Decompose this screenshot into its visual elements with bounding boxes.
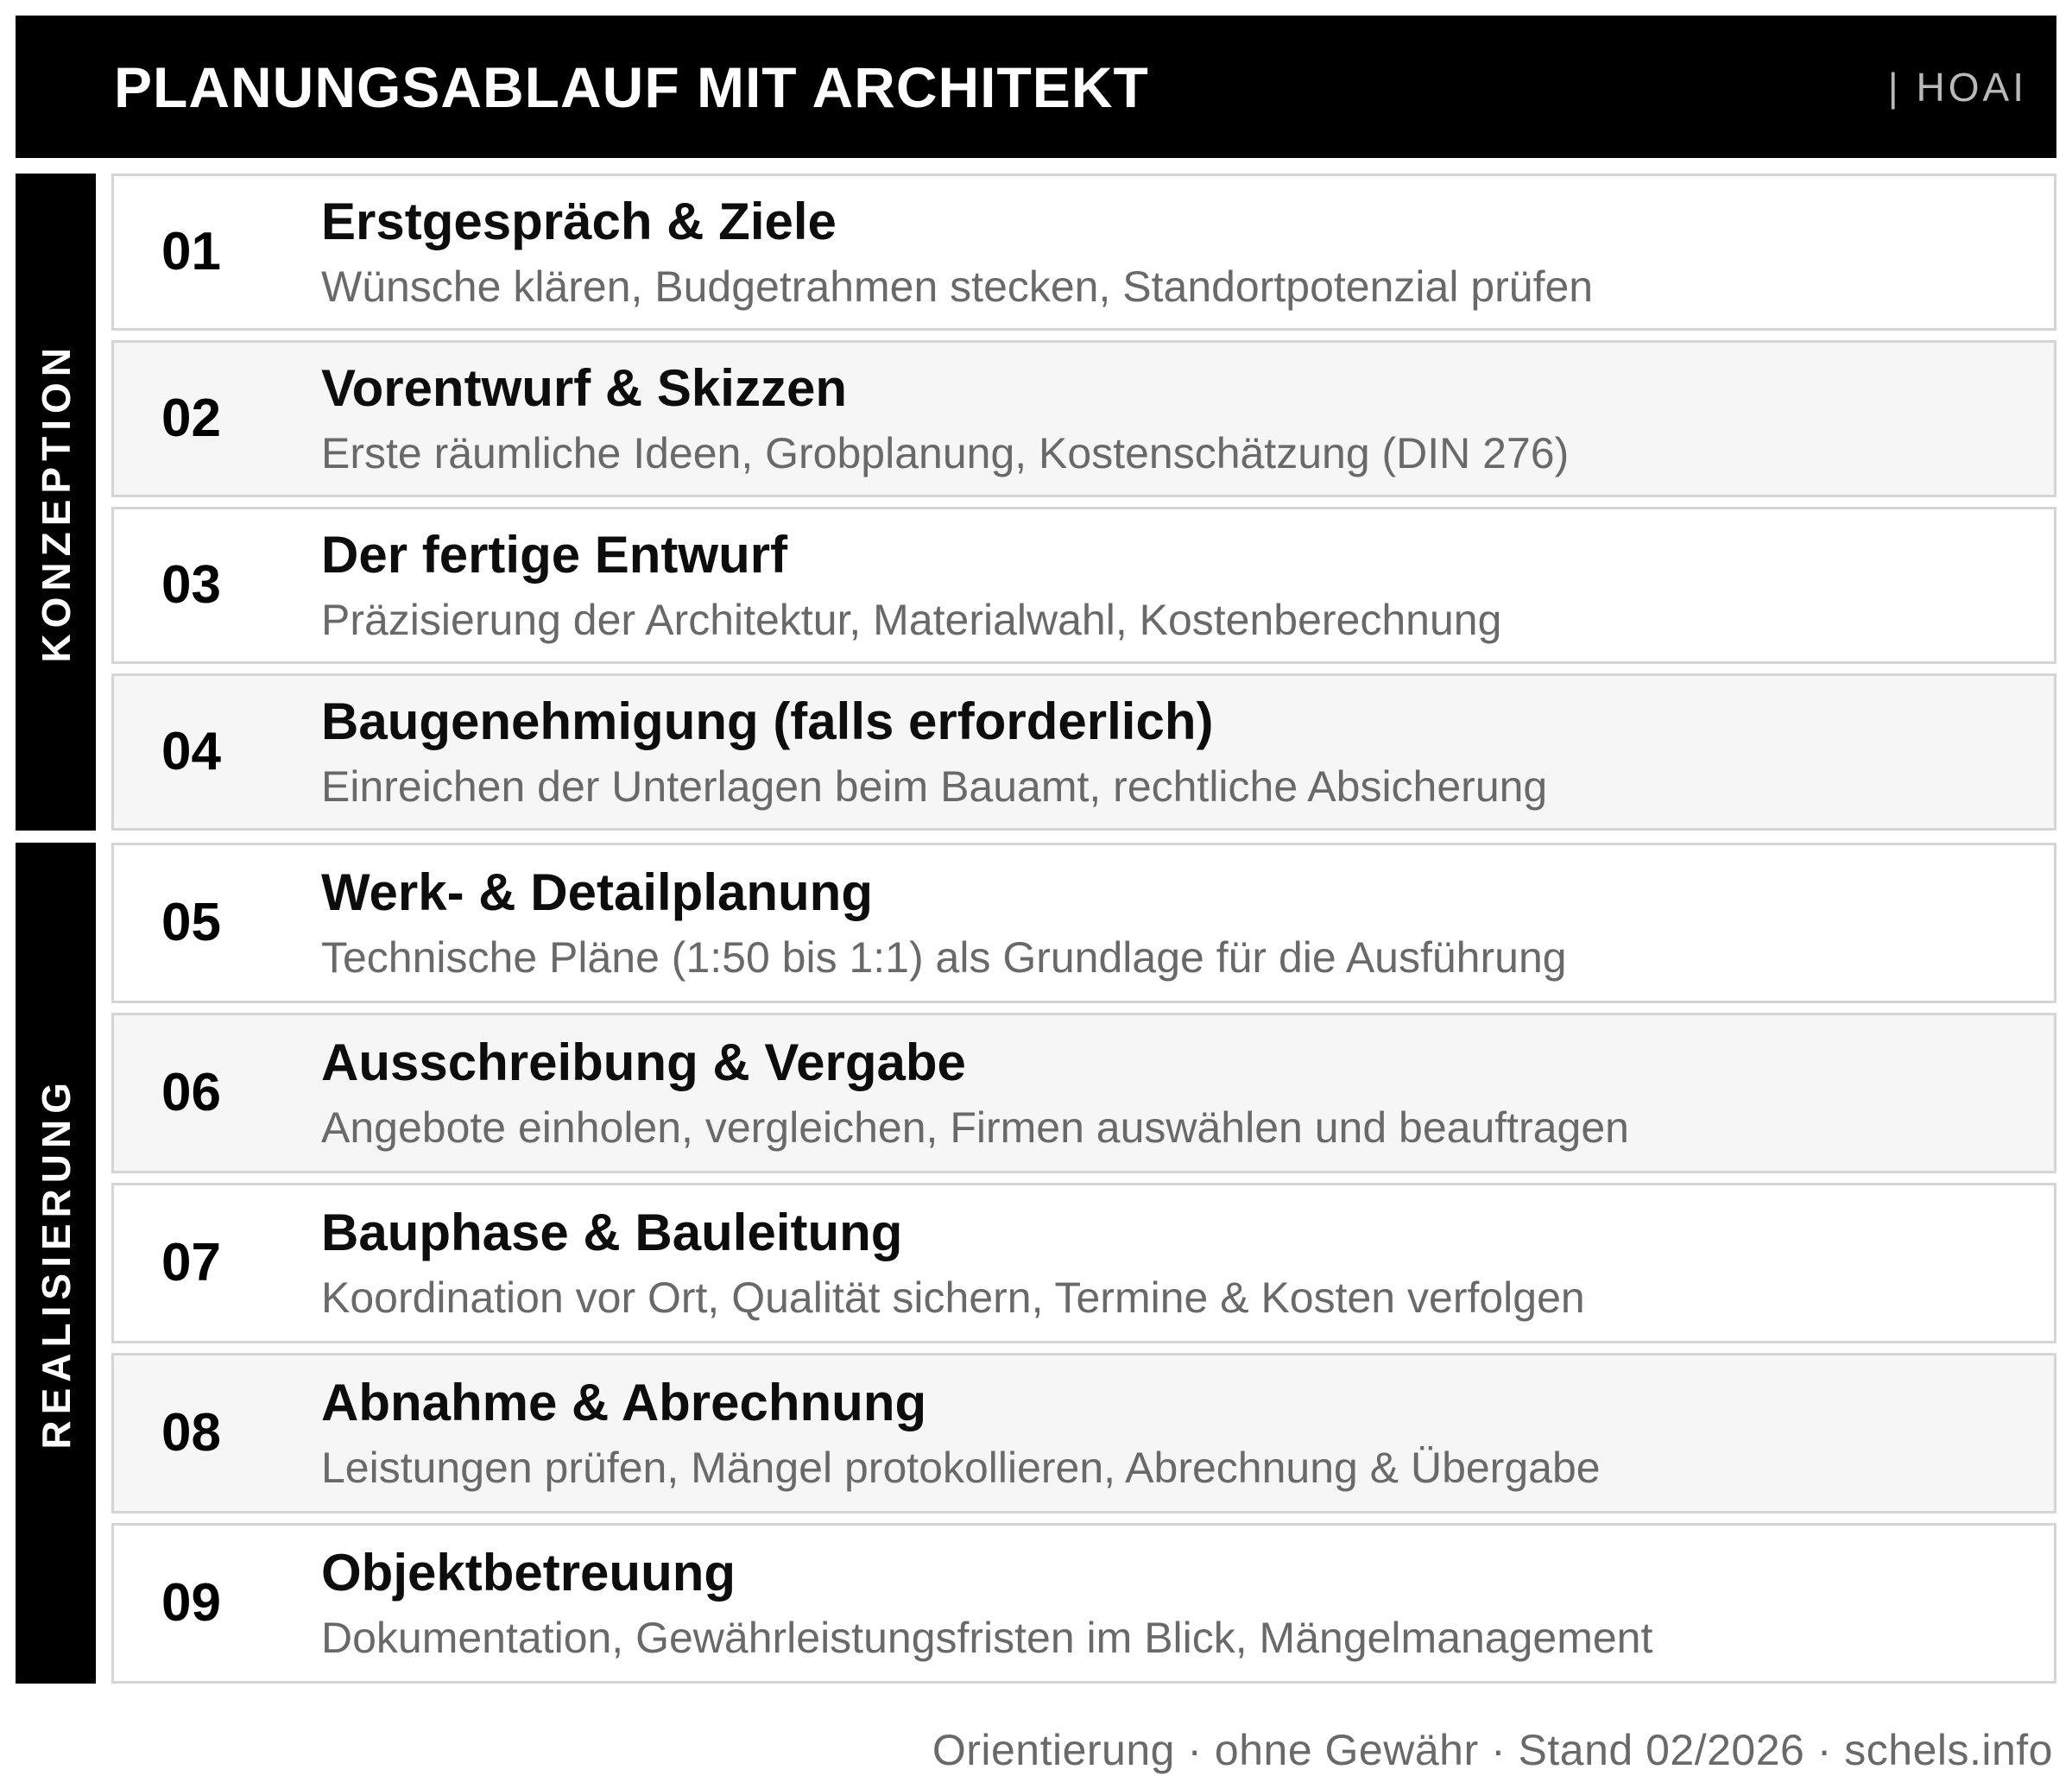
step-body xyxy=(321,1375,1601,1491)
step-title: Bauphase & Bauleitung xyxy=(321,1204,903,1262)
step-number: 04 xyxy=(161,722,221,781)
step-description: Leistungen prüfen, Mängel protokollieren, Abrechnung & Übergabe xyxy=(321,1443,1601,1492)
card-list xyxy=(111,843,2056,1684)
step-card-04 xyxy=(111,673,2056,831)
step-description: Koordination vor Ort, Qualität sichern, Termine & Kosten verfolgen xyxy=(321,1273,1585,1322)
step-number: 03 xyxy=(161,555,221,615)
step-number: 02 xyxy=(161,389,221,448)
step-card-01 xyxy=(111,174,2056,331)
step-card-03 xyxy=(111,507,2056,664)
hoai-badge: | HOAI xyxy=(1887,64,2027,110)
header-bar xyxy=(16,16,2056,158)
step-card-05 xyxy=(111,843,2056,1003)
step-number: 07 xyxy=(161,1233,221,1292)
steps-area xyxy=(16,174,2056,1684)
card-list xyxy=(111,174,2056,831)
step-description: Technische Pläne (1:50 bis 1:1) als Grundlage für die Ausführung xyxy=(321,932,1567,982)
step-body xyxy=(321,361,1569,477)
step-card-09 xyxy=(111,1523,2056,1684)
step-description: Einreichen der Unterlagen beim Bauamt, rechtliche Absicherung xyxy=(321,761,1548,811)
phase-rail xyxy=(16,174,96,831)
step-card-07 xyxy=(111,1183,2056,1343)
step-description: Dokumentation, Gewährleistungsfristen im Blick, Mängelmanagement xyxy=(321,1613,1653,1662)
step-description: Angebote einholen, vergleichen, Firmen auswählen und beauftragen xyxy=(321,1103,1629,1152)
step-body xyxy=(321,528,1501,643)
step-number: 01 xyxy=(161,222,221,281)
step-body xyxy=(321,1545,1652,1661)
step-title: Objektbetreuung xyxy=(321,1544,736,1602)
step-body xyxy=(321,194,1593,310)
step-title: Werk- & Detailplanung xyxy=(321,863,873,922)
step-body xyxy=(321,694,1547,810)
step-number: 05 xyxy=(161,893,221,952)
step-number: 09 xyxy=(161,1573,221,1633)
step-number: 06 xyxy=(161,1063,221,1122)
step-card-02 xyxy=(111,340,2056,497)
step-title: Baugenehmigung (falls erforderlich) xyxy=(321,692,1214,751)
page-title: PLANUNGSABLAUF MIT ARCHITEKT xyxy=(114,54,1149,119)
step-card-06 xyxy=(111,1013,2056,1173)
step-title: Abnahme & Abrechnung xyxy=(321,1374,927,1432)
step-title: Vorentwurf & Skizzen xyxy=(321,359,847,418)
footer-note: Orientierung · ohne Gewähr · Stand 02/2026 · schels.info xyxy=(932,1726,2053,1774)
phase-rail xyxy=(16,843,96,1684)
step-title: Erstgespräch & Ziele xyxy=(321,193,837,251)
step-title: Der fertige Entwurf xyxy=(321,526,788,585)
step-card-08 xyxy=(111,1353,2056,1513)
phase-label: KONZEPTION xyxy=(33,341,79,663)
step-body xyxy=(321,865,1567,981)
step-description: Präzisierung der Architektur, Materialwahl, Kostenberechnung xyxy=(321,595,1502,644)
section-konzeption xyxy=(16,174,2056,831)
section-realisierung xyxy=(16,843,2056,1684)
step-body xyxy=(321,1035,1629,1151)
phase-label: REALISIERUNG xyxy=(33,1077,79,1450)
step-body xyxy=(321,1205,1585,1321)
step-number: 08 xyxy=(161,1403,221,1463)
step-title: Ausschreibung & Vergabe xyxy=(321,1033,966,1092)
step-description: Erste räumliche Ideen, Grobplanung, Kostenschätzung (DIN 276) xyxy=(321,428,1570,477)
step-description: Wünsche klären, Budgetrahmen stecken, Standortpotenzial prüfen xyxy=(321,262,1594,311)
